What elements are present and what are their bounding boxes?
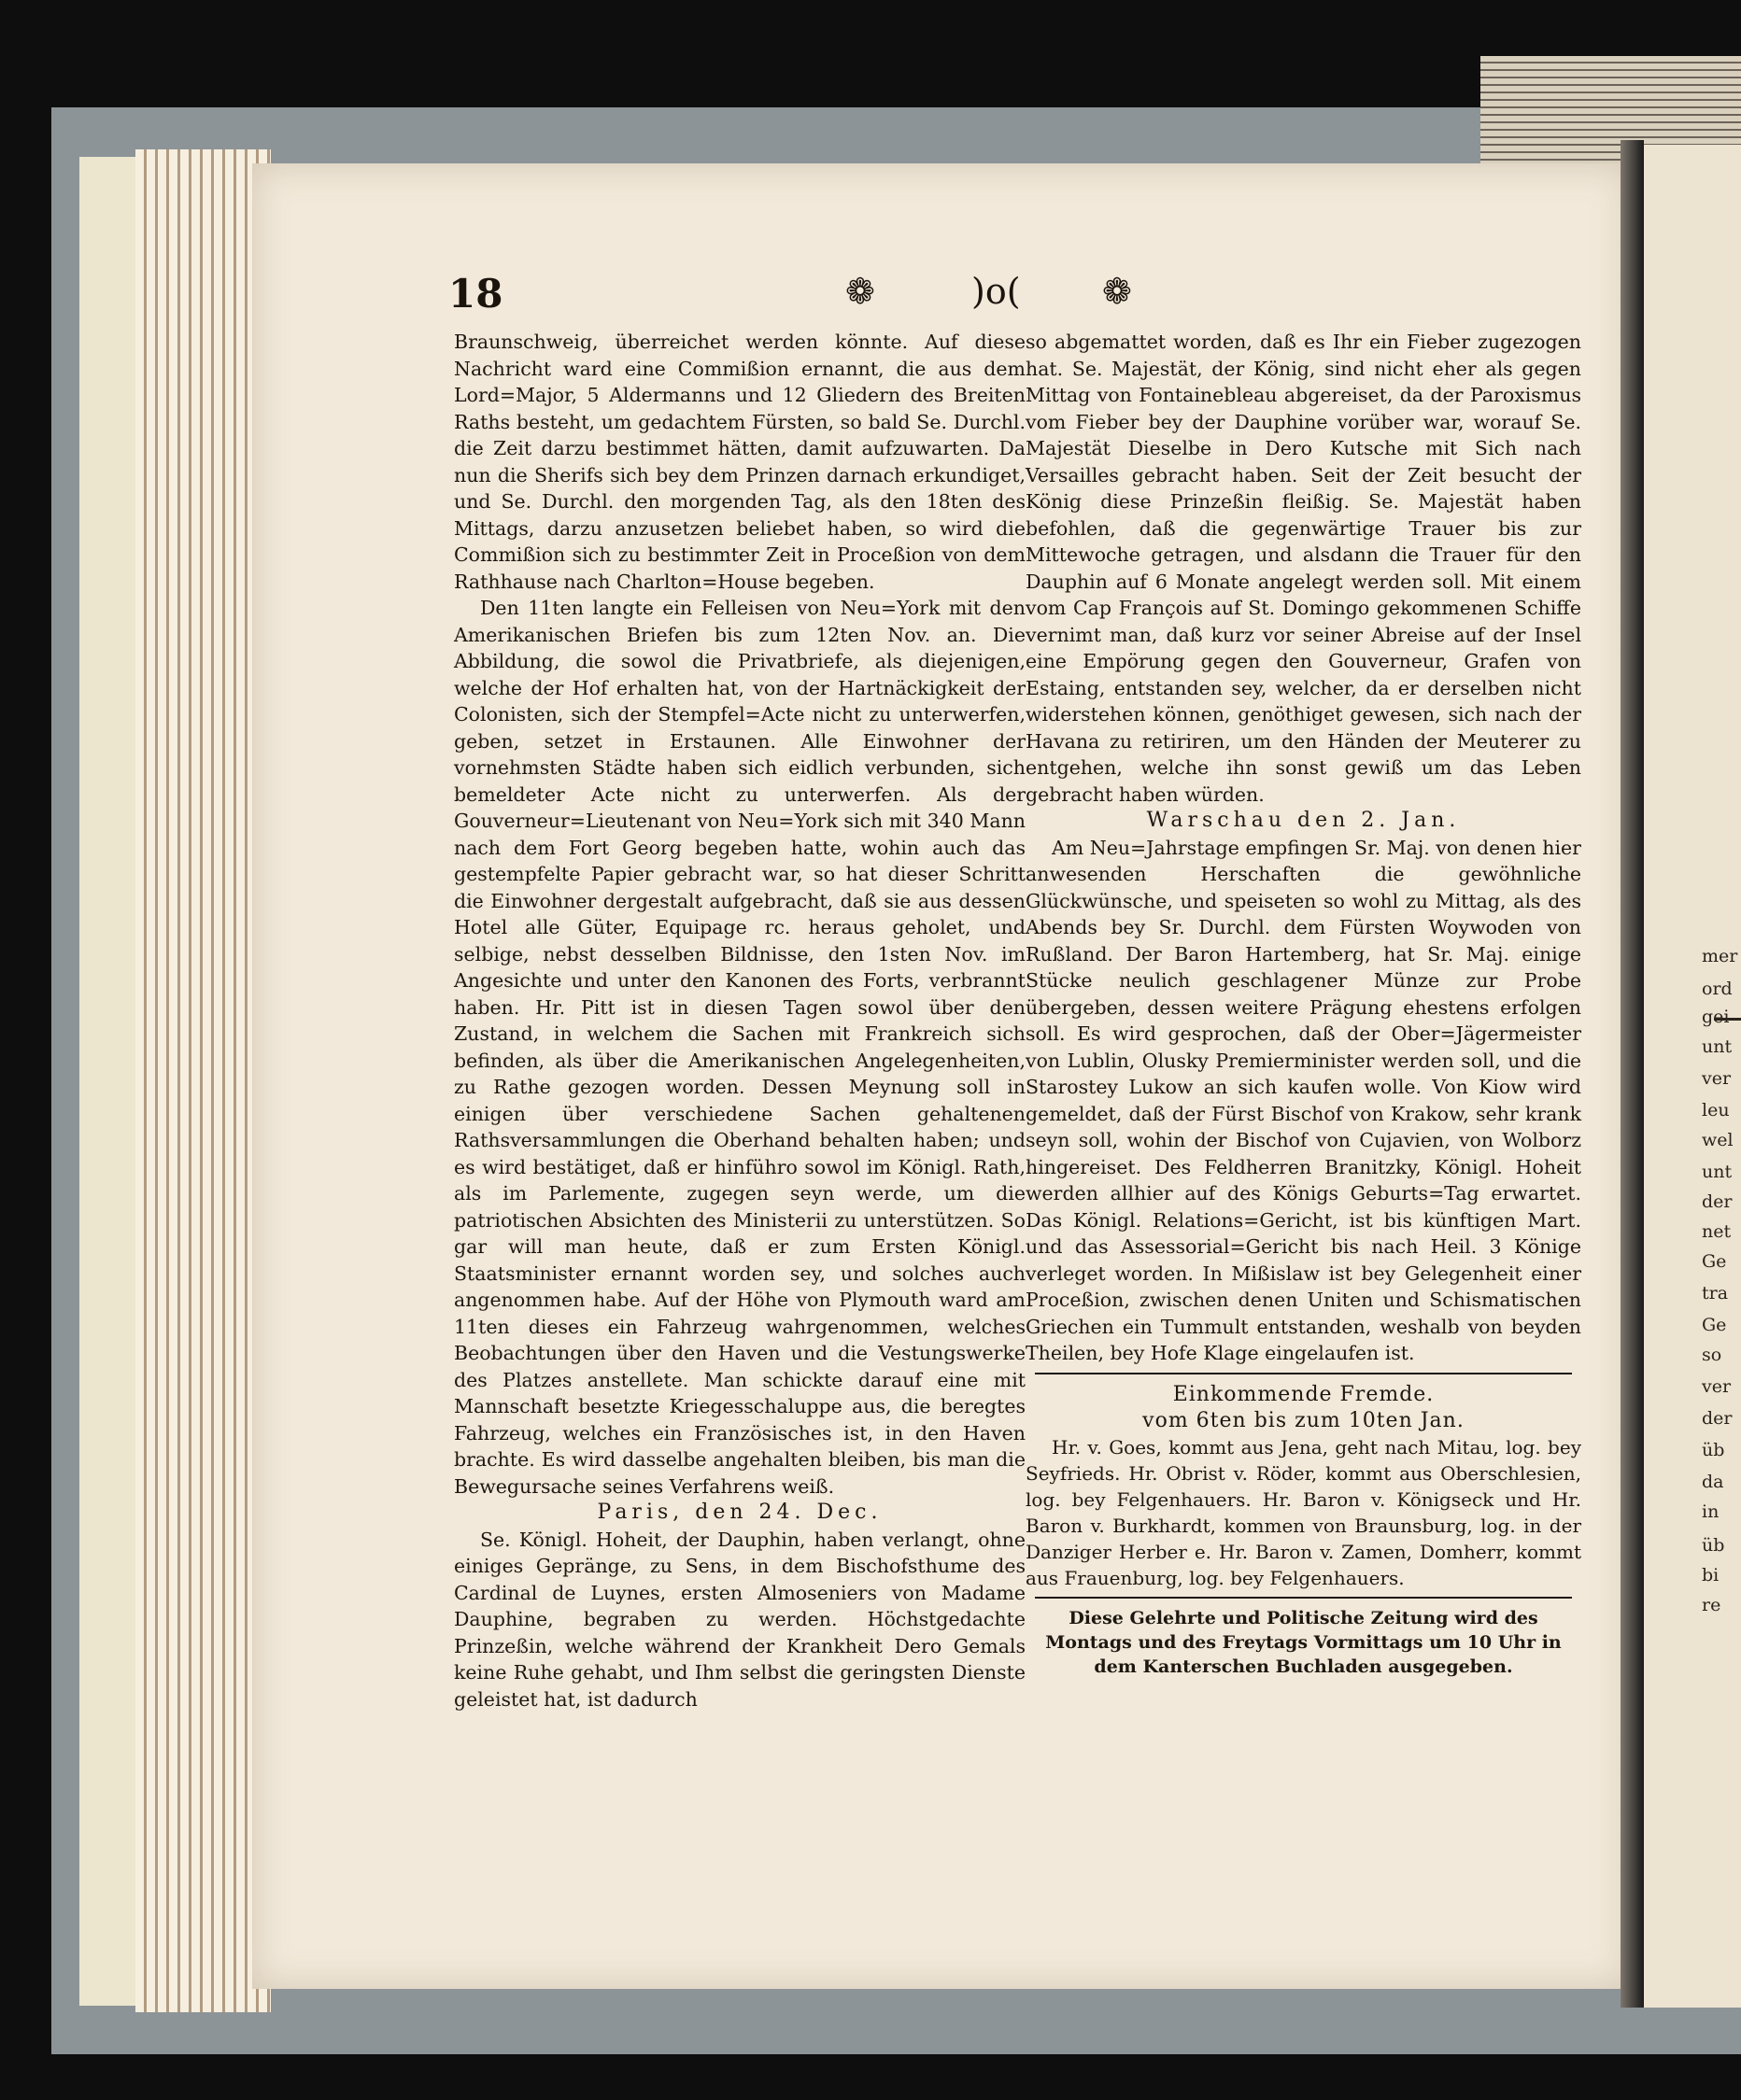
facing-page-word: ver: [1702, 1376, 1732, 1397]
facing-page-word: gei: [1702, 1007, 1730, 1027]
page-edges: [135, 149, 271, 2012]
facing-page-word: Ge: [1702, 1315, 1727, 1335]
left-column: [454, 329, 1026, 1712]
arrivals-text: Hr. v. Goes, kommt aus Jena, geht nach Mitau, log. bey Seyfrieds. Hr. Obrist v. Röder, kommt aus Oberschlesien, log. bey Felgenhauers. Hr. Baron v. Königseck und Hr. Baron v. Burkhardt, kommen von Braunsburg, log. in der Danziger Herber e. Hr. Baron v. Zamen, Domherr, kommt aus Frauenburg, log. bey Felgenhauers.: [1026, 1435, 1581, 1589]
warsaw-heading: Warschau den 2. Jan.: [1146, 809, 1461, 832]
paris-heading: Paris, den 24. Dec.: [597, 1501, 883, 1524]
imprint-divider: [1035, 1597, 1572, 1599]
facing-page-word: der: [1702, 1191, 1733, 1212]
facing-page-word: bi: [1702, 1565, 1720, 1586]
facing-page-word: wel: [1702, 1130, 1734, 1150]
book-gutter: [1621, 140, 1644, 2008]
facing-page-word: leu: [1702, 1100, 1730, 1120]
facing-page-word: tra: [1702, 1283, 1729, 1304]
paris-continuation: so abgemattet worden, daß es Ihr ein Fieber zugezogen hat. Se. Majestät, der König, sind nicht eher als gegen Mittag von Fontainebleau abgereiset, da der Paroxismus vom Fieber bey der Dauphine vorüber war, worauf Se. Majestät Dieselbe in Dero Kutsche mit Sich nach Versailles gebracht haben. Seit der Zeit besucht der König diese Prinzeßin fleißig. Se. Majestät haben befohlen, daß die gegenwärtige Trauer bis zur Mittewoche getragen, und alsdann die Trauer für den Dauphin auf 6 Monate angelegt werden soll. Mit einem vom Cap François auf St. Domingo gekommenen Schiffe vernimt man, daß kurz vor seiner Abreise auf der Insel eine Empörung gegen den Gouverneur, Grafen von Estaing, entstanden sey, welcher, da er derselben nicht widerstehen können, genöthiget gewesen, sich nach der Havana zu retiriren, um den Händen der Meuterer zu entgehen, welche ihn sonst gewiß um das Leben gebracht haben würden.: [1026, 331, 1581, 806]
facing-page-word: so: [1702, 1345, 1722, 1365]
right-column: [1026, 329, 1581, 1679]
facing-page-word: mer: [1702, 946, 1738, 966]
warsaw-paragraph: Am Neu=Jahrstage empfingen Sr. Maj. von denen hier anwesenden Herschaften die gewöhnliche Glückwünsche, und speiseten so wohl zu Mittag, als des Abends bey Sr. Durchl. dem Fürsten Woywoden von Rußland. Der Baron Hartemberg, hat Sr. Maj. einige Stücke neulich geschlagener Münze zur Probe übergeben, dessen weitere Prägung ehestens erfolgen soll. Es wird gesprochen, daß der Ober=Jägermeister von Lublin, Olusky Premierminister werden soll, und die Starostey Lukow an sich kaufen wolle. Von Kiow wird gemeldet, daß der Fürst Bischof von Krakow, sehr krank seyn soll, wohin der Bischof von Cujavien, von Wolborz hingereiset. Des Feldherren Branitzky, Königl. Hoheit werden allhier auf des Königs Geburts=Tag erwartet. Das Königl. Relations=Gericht, ist bis künftigen Mart. und das Assessorial=Gericht bis nach Heil. 3 Könige verleget worden. In Mißislaw ist bey Gelegenheit einer Proceßion, zwischen denen Uniten und Schismatischen Griechen ein Tummult entstanden, weshalb von beyden Theilen, bey Hofe Klage eingelaufen ist.: [1026, 836, 1581, 1364]
facing-page-fragment: [1644, 145, 1741, 2008]
arrivals-section: [1026, 1382, 1581, 1591]
facing-page-word: net: [1702, 1221, 1732, 1242]
paris-paragraph: Se. Königl. Hoheit, der Dauphin, haben verlangt, ohne einiges Gepränge, zu Sens, in dem Bischofsthume des Cardinal de Luynes, ersten Almoseniers von Madame Dauphine, begraben zu werden. Höchstgedachte Prinzeßin, welche während der Krankheit Dero Gemals keine Ruhe gehabt, und Ihm selbst die geringsten Dienste geleistet hat, ist dadurch: [454, 1528, 1026, 1711]
ornament-left-icon: ❁: [845, 271, 875, 312]
facing-page-word: in: [1702, 1501, 1720, 1522]
section-divider: [1035, 1373, 1572, 1374]
page-number: 18: [448, 271, 503, 317]
facing-page-word: üb: [1702, 1440, 1725, 1460]
facing-page-word: ver: [1702, 1068, 1732, 1089]
arrivals-title: Einkommende Fremde.: [1172, 1382, 1435, 1406]
ornament-center-icon: )o(: [971, 271, 1021, 312]
facing-page-word: da: [1702, 1472, 1724, 1492]
london-paragraph-1: Braunschweig, überreichet werden könnte. Auf diese Nachricht ward eine Commißion ernannt, die aus dem Lord=Major, 5 Aldermanns und 12 Gliedern des Breiten Raths besteht, um gedachtem Fürsten, so bald Se. Durchl. die Zeit darzu bestimmet hätten, damit aufzuwarten. Da nun die Sherifs sich bey dem Prinzen darnach erkundiget, und Se. Durchl. den morgenden Tag, als den 18ten des Mittags, darzu anzusetzen beliebet haben, so wird die Commißion sich zu bestimmter Zeit in Proceßion von dem Rathhause nach Charlton=House begeben.: [454, 331, 1026, 593]
ornament-right-icon: ❁: [1102, 271, 1132, 312]
facing-page-word: re: [1702, 1595, 1721, 1615]
facing-page-word: unt: [1702, 1036, 1733, 1057]
facing-page-word: Ge: [1702, 1251, 1727, 1272]
imprint: Diese Gelehrte und Politische Zeitung wird des Montags und des Freytags Vormittags um 10 Uhr in dem Kanterschen Buchladen ausgegeben.: [1045, 1607, 1562, 1677]
facing-page-word: ord: [1702, 979, 1733, 999]
facing-page-word: der: [1702, 1408, 1733, 1429]
arrivals-dates: vom 6ten bis zum 10ten Jan.: [1142, 1408, 1465, 1432]
london-paragraph-2: Den 11ten langte ein Felleisen von Neu=York mit den Amerikanischen Briefen bis zum 12ten Nov. an. Die Abbildung, die sowol die Privatbriefe, als diejenigen, welche der Hof erhalten hat, von der Hartnäckigkeit der Colonisten, sich der Stempfel=Acte nicht zu unterwerfen, geben, setzet in Erstaunen. Alle Einwohner der vornehmsten Städte haben sich eidlich verbunden, sich bemeldeter Acte nicht zu unterwerfen. Als der Gouverneur=Lieutenant von Neu=York sich mit 340 Mann nach dem Fort Georg begeben hatte, wohin auch das gestempfelte Papier gebracht war, so hat dieser Schritt die Einwohner dergestalt aufgebracht, daß sie aus dessen Hotel alle Güter, Equipage rc. heraus geholet, und selbige, nebst desselben Bildnisse, den 1sten Nov. im Angesichte und unter den Kanonen des Forts, verbrannt haben. Hr. Pitt ist in diesen Tagen sowol über den Zustand, in welchem die Sachen mit Frankreich sich befinden, als über die Amerikanischen Angelegenheiten, zu Rathe gezogen worden. Dessen Meynung soll in einigen über verschiedene Sachen gehaltenen Rathsversammlungen die Oberhand behalten haben; und es wird bestätiget, daß er hinführo sowol im Königl. Rath, als im Parlemente, zugegen seyn werde, um die patriotischen Absichten des Ministerii zu unterstützen. So gar will man heute, daß er zum Ersten Königl. Staatsminister ernannt worden sey, und solches auch angenommen habe. Auf der Höhe von Plymouth ward am 11ten dieses ein Fahrzeug wahrgenommen, welches Beobachtungen über den Haven und die Vestungswerke des Platzes anstellete. Man schickte darauf eine mit Mannschaft besetzte Kriegesschaluppe aus, die beregtes Fahrzeug, welches ein Französisches ist, in den Haven brachte. Es wird dasselbe angehalten bleiben, bis man die Bewegursache seines Verfahrens weiß.: [454, 597, 1026, 1498]
facing-page-word: unt: [1702, 1162, 1733, 1182]
facing-page-word: üb: [1702, 1535, 1725, 1556]
